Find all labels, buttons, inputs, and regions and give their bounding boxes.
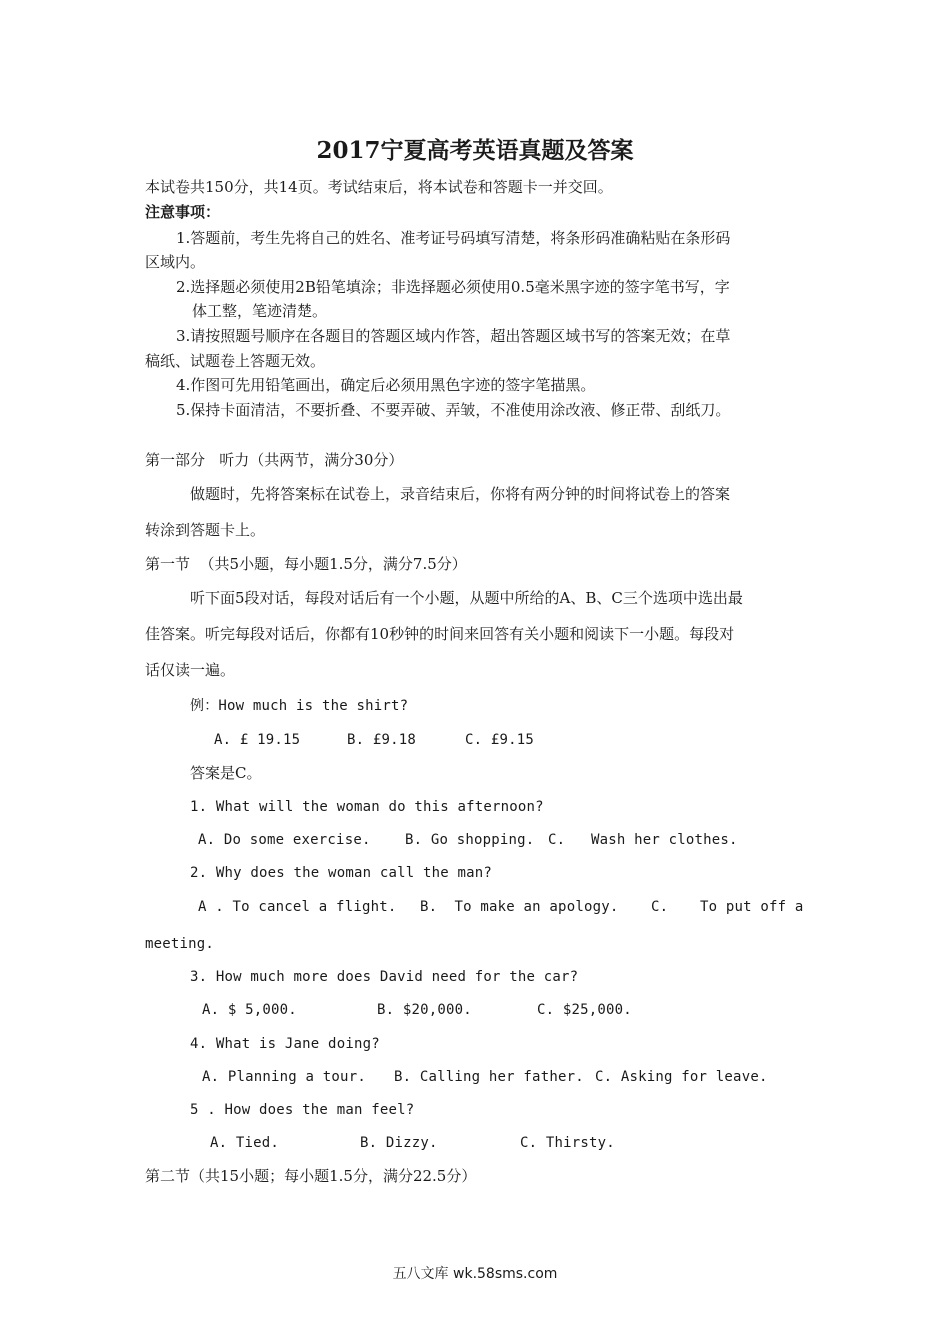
question-2-option-a: A . To cancel a flight. (198, 899, 397, 915)
section1-instruction-line1: 听下面5段对话，每段对话后有一个小题，从题中所给的A、B、C三个选项中选出最 (190, 589, 743, 607)
page-footer: 五八文库 wk.58sms.com (392, 1266, 558, 1282)
example-option-b: B. £9.18 (347, 732, 417, 748)
part1-heading: 第一部分 听力（共两节，满分30分） (145, 451, 404, 469)
question-5-option-b: B. Dizzy. (360, 1135, 438, 1151)
document-title: 2017宁夏高考英语真题及答案 (316, 137, 634, 164)
notice-item-3: 3.请按照题号顺序在各题目的答题区域内作答，超出答题区域书写的答案无效；在草 (176, 327, 731, 345)
question-1-option-a: A. Do some exercise. (198, 832, 371, 848)
part1-instruction-line2: 转涂到答题卡上。 (145, 521, 266, 539)
notice-item-2-cont: 体工整，笔迹清楚。 (192, 302, 328, 320)
question-3: 3. How much more does David need for the car? (190, 969, 579, 985)
notice-item-4: 4.作图可先用铅笔画出，确定后必须用黑色字迹的签字笔描黑。 (176, 376, 596, 394)
notice-item-2: 2.选择题必须使用2B铅笔填涂；非选择题必须使用0.5毫米黑字迹的签字笔书写，字 (176, 278, 730, 296)
notice-item-5: 5.保持卡面清洁，不要折叠、不要弄破、弄皱，不准使用涂改液、修正带、刮纸刀。 (176, 401, 731, 419)
question-3-option-c: C. $25,000. (537, 1002, 632, 1018)
question-4-option-c: C. Asking for leave. (595, 1069, 768, 1085)
section1-instruction-line2: 佳答案。听完每段对话后，你都有10秒钟的时间来回答有关小题和阅读下一小题。每段对 (145, 625, 735, 643)
question-4: 4. What is Jane doing? (190, 1036, 380, 1052)
question-3-option-b: B. $20,000. (377, 1002, 472, 1018)
question-1-option-b: B. Go shopping. (405, 832, 535, 848)
question-5-option-a: A. Tied. (210, 1135, 280, 1151)
notice-item-3-cont: 稿纸、试题卷上答题无效。 (145, 352, 326, 370)
example-answer: 答案是C。 (190, 764, 262, 782)
question-2: 2. Why does the woman call the man? (190, 865, 493, 881)
notice-item-1-cont: 区域内。 (145, 253, 206, 271)
example-option-a: A. £ 19.15 (214, 732, 301, 748)
question-5-option-c: C. Thirsty. (520, 1135, 615, 1151)
question-4-option-a: A. Planning a tour. (202, 1069, 366, 1085)
question-3-option-a: A. $ 5,000. (202, 1002, 297, 1018)
question-2-option-b: B. To make an apology. (420, 899, 619, 915)
question-1: 1. What will the woman do this afternoon? (190, 799, 544, 815)
section1-heading: 第一节 （共5小题，每小题1.5分，满分7.5分） (145, 555, 467, 573)
part1-instruction-line1: 做题时，先将答案标在试卷上，录音结束后，你将有两分钟的时间将试卷上的答案 (190, 485, 731, 503)
question-4-option-b: B. Calling her father. (394, 1069, 584, 1085)
question-1-option-c: C. (548, 832, 566, 848)
section2-heading: 第二节（共15小题；每小题1.5分，满分22.5分） (145, 1167, 477, 1185)
notice-heading: 注意事项： (145, 203, 221, 221)
question-5: 5 . How does the man feel? (190, 1102, 415, 1118)
question-2-option-c-text: To put off a (700, 899, 804, 915)
example-option-c: C. £9.15 (465, 732, 535, 748)
notice-item-1: 1.答题前，考生先将自己的姓名、准考证号码填写清楚，将条形码准确粘贴在条形码 (176, 229, 731, 247)
question-2-option-c-cont: meeting. (145, 936, 215, 952)
intro-text: 本试卷共150分，共14页。考试结束后，将本试卷和答题卡一并交回。 (145, 178, 613, 196)
example-question: 例：How much is the shirt? (190, 698, 409, 714)
question-1-option-c-text: Wash her clothes. (591, 832, 738, 848)
section1-instruction-line3: 话仅读一遍。 (145, 661, 236, 679)
question-2-option-c: C. (651, 899, 669, 915)
